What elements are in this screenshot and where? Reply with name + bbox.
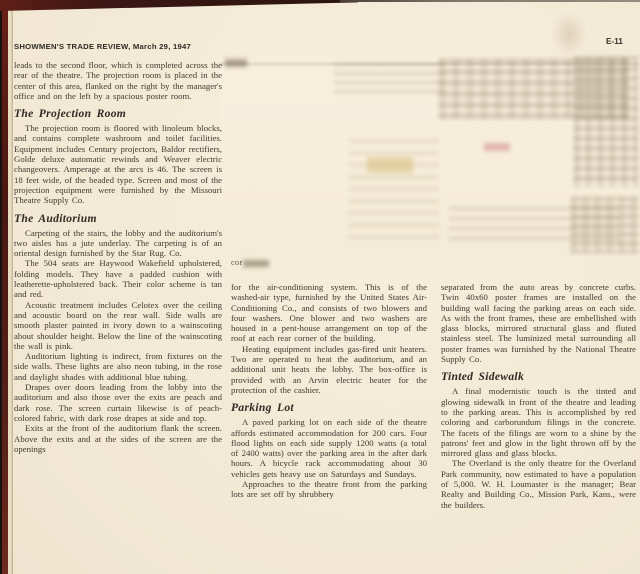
paragraph: separated from the auto areas by concrete curbs. Twin 40x60 poster frames are installed on the building wall facing the parking areas on each side. As with the front frames, these are embellished with glass blocks, mirrored structural glass and fluted stainless steel. The luminized metal surrounding all poster frames was furnished by the National Theatre Supply Co. <box>441 282 636 365</box>
paragraph: for the air-conditioning system. This is of the washed-air type, furnished by the United States Air-Conditioning Co., and consists of two blowers and four washers. One blower and two washers are housed in a pent-house arrangement on top of the roof at each rear corner of the building. <box>231 282 427 344</box>
masthead: SHOWMEN'S TRADE REVIEW, March 29, 1947 <box>14 42 192 51</box>
section-heading-parking-lot: Parking Lot <box>231 401 294 415</box>
photo-smudge <box>225 59 247 67</box>
photo-caption <box>231 258 269 267</box>
paragraph: Approaches to the theatre front from the parking lots are set off by shrubbery <box>231 479 427 500</box>
photo-smudge <box>484 143 510 151</box>
section-heading-tinted-sidewalk: Tinted Sidewalk <box>441 370 525 384</box>
section-heading-auditorium: The Auditorium <box>14 211 97 225</box>
paragraph: A final modernistic touch is the tinted and glowing sidewalk in front of the theatre and leading to the parking areas. This is accomplished by red coloring and carborundum filings in the concrete. The facets of the filings are worn to a shine by the patrons' feet and glow in the light thrown off by the mirrored glass and glass blocks. <box>441 386 636 459</box>
page-top-edge-line <box>340 0 640 2</box>
paragraph: The 504 seats are Haywood Wakefield upholstered, folding models. They have a padded cushion with leatherette-upholstered back. Their color scheme is tan and red. <box>14 258 222 300</box>
paragraph: Carpeting of the stairs, the lobby and the auditorium's two aisles has a jute underlay. The carpeting is of an oriental design furnished by the Star Rug. Co. <box>14 227 222 259</box>
photo-smudge <box>574 57 638 187</box>
paragraph: Acoustic treatment includes Celotex over the ceiling and acoustic board on the rear wall. Side walls are smooth plaster painted in ivory down to a wainscoting about shoulder height. Below the line of the wainscoting the wall is pink. <box>14 299 222 351</box>
photo-smudge <box>334 63 444 97</box>
paragraph: The Overland is the only theatre for the Overland Park community, now estimated to have a population of 5,000. W. H. Loumaster is the manager; Bear Realty and Building Co., Mission Park, Kans., were the builders. <box>441 458 636 510</box>
paragraph: A paved parking lot on each side of the theatre affords estimated accommodation for 200 cars. Four flood lights on each side supply 1200 watts (a total of 2400 watts) over the parking area in the after dark hours. A bicycle rack accommodating about 30 vehicles gets heavy use on Saturdays and Sundays. <box>231 417 427 479</box>
photo-smudge <box>349 139 439 239</box>
page-stack-edge <box>8 2 13 574</box>
paragraph: The projection room is floored with linoleum blocks, and contains complete washroom and toilet facilities. Equipment includes Century projectors, Baldor rectifiers, Golde deluxe automatic rewinds and Weaver electric changeovers. Amperage at the arcs is 46. The screen is 18 feet wide, of the beaded type. Screen and most of the projection equipment were furnished by the Missouri Theatre Supply Co. <box>14 123 222 206</box>
paper-stain <box>552 12 586 56</box>
column-left <box>14 60 222 454</box>
faded-caption-remainder <box>243 260 269 267</box>
paragraph: leads to the second floor, which is completed across the rear of the theatre. The projection room is placed in the center of this area, flanked on the right by the manager's office and on the left by a spacious poster room. <box>14 60 222 101</box>
photo-smudge <box>367 157 413 173</box>
paragraph: Auditorium lighting is indirect, from fixtures on the side walls. These lights are also neon tubing, in the rose and daylight shades with additional blue tubing. <box>14 351 222 382</box>
faded-photo-area <box>219 57 640 254</box>
paragraph: Heating equipment includes gas-fired unit heaters. Two are operated to heat the auditorium, and an additional unit heats the lobby. The box-office is provided with an Arvin electric heater for the protection of the cashier. <box>231 343 427 395</box>
column-right <box>441 282 636 510</box>
section-heading-projection-room: The Projection Room <box>14 107 127 121</box>
photo-smudge <box>449 207 619 247</box>
paragraph: Exits at the front of the auditorium flank the screen. Above the exits and at the sides of the screen are the openings <box>14 423 222 454</box>
photo-caption-text: cor <box>231 258 243 267</box>
column-middle <box>231 282 427 500</box>
folio-page-number: E-11 <box>606 37 623 46</box>
paragraph: Drapes over doors leading from the lobby into the auditorium and also those over the exits are peach and dark rose. The screen curtain likewise is of peach-colored fabric, with dark rose drapes at side and top. <box>14 382 222 423</box>
